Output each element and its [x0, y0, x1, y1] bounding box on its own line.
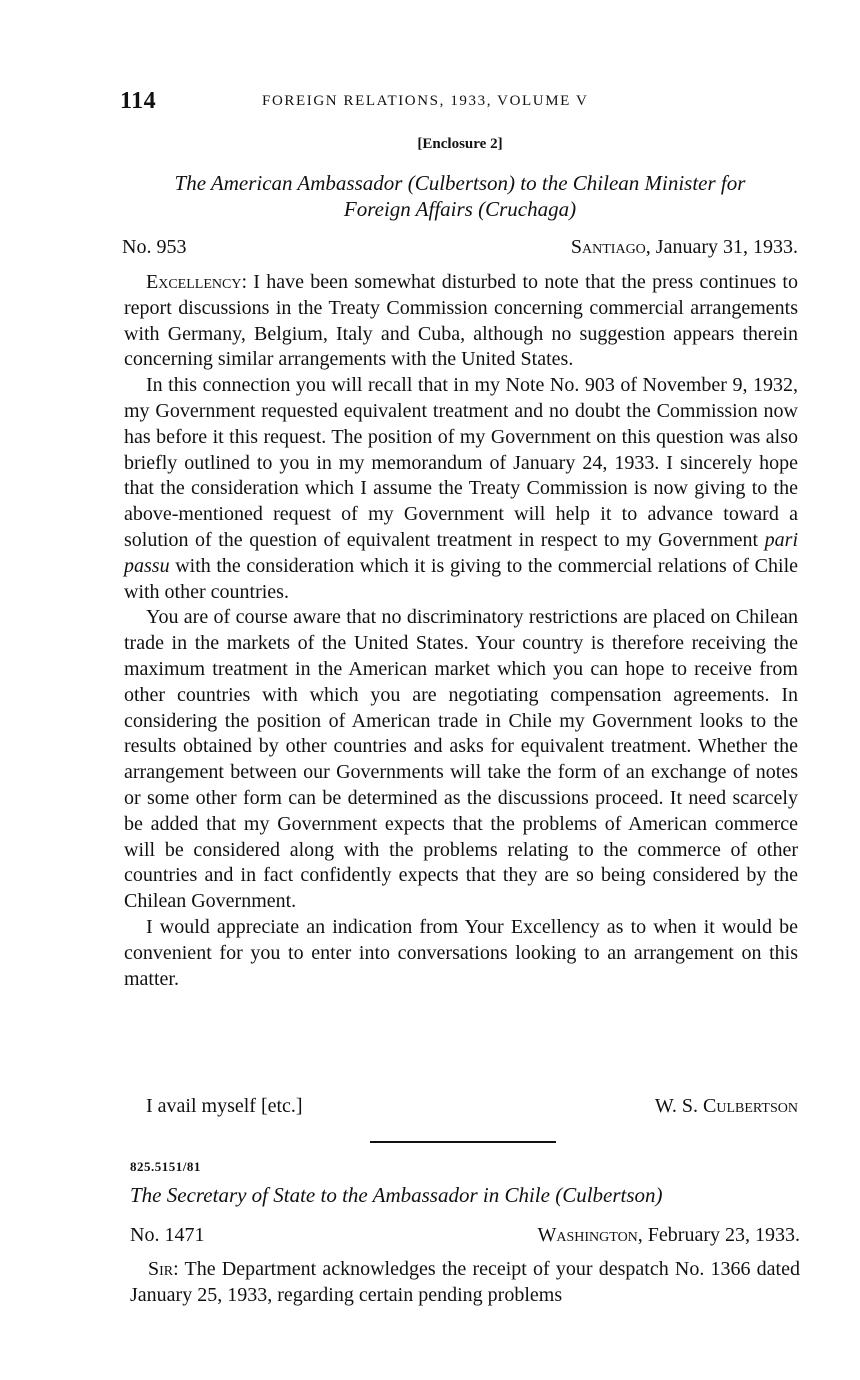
- letter2-body: [130, 1256, 800, 1308]
- letter2-place-date: [538, 1224, 801, 1247]
- title-text: The American Ambassador (: [174, 171, 415, 195]
- paragraph-text: : I have been somewhat disturbed to note that the press continues to report discussions in the Treaty Commission concerning commercial arrangements with Germany, Belgium, Italy and Cuba, although no suggestion appears therein concerning similar arrangements with the United States.: [124, 271, 798, 371]
- title-name: Culbertson: [414, 171, 509, 195]
- title-text: ) to the Chilean Minister for: [508, 171, 746, 195]
- letter1-dateline: [122, 236, 798, 259]
- letter1-title: [120, 170, 800, 222]
- date: , February 23, 1933.: [637, 1224, 800, 1246]
- enclosure-label: [Enclosure 2]: [417, 136, 503, 152]
- place: Washington: [537, 1224, 638, 1246]
- closing-text: I avail myself [etc.]: [146, 1095, 303, 1117]
- title-text: ): [655, 1183, 663, 1207]
- title-name: Culbertson: [562, 1183, 656, 1207]
- page-number: 114: [120, 88, 157, 114]
- paragraph-text: : The Department acknowledges the receipt of your despatch No. 1366 dated January 25, 1933, regarding certain pending problems: [130, 1258, 800, 1306]
- letter1-place-date: [571, 236, 798, 259]
- salutation: Excellency: [146, 271, 242, 293]
- letter1-number: No. 953: [122, 236, 187, 258]
- letter1-closing: [146, 1095, 798, 1118]
- title-name: Cruchaga: [485, 197, 570, 221]
- place: Santiago: [570, 236, 646, 258]
- letter2-title: [130, 1182, 790, 1208]
- paragraph: [124, 270, 798, 373]
- paragraph-text: In this connection you will recall that in my Note No. 903 of November 9, 1932, my Government requested equivalent treatment and no doubt the Commission now has before it this request. The position of my Government on this question was also briefly outlined to you in my memorandum of January 24, 1933. I sincerely hope that the consideration which I assume the Treaty Commission is now giving to the above-mentioned request of my Government will help it to advance toward a solution of the question of equivalent treatment in respect to my Government: [124, 374, 798, 551]
- title-text: The Secretary of State to the Ambassador in Chile (: [130, 1183, 563, 1207]
- title-text: ): [569, 197, 577, 221]
- date: , January 31, 1933.: [645, 236, 798, 258]
- signature: W. S. Culbertson: [654, 1095, 798, 1117]
- paragraph: [124, 373, 798, 605]
- paragraph-text: with the consideration which it is giving to the commercial relations of Chile with other countries.: [124, 554, 798, 603]
- letter2-dateline: [130, 1224, 800, 1247]
- letter1-body: [124, 270, 798, 992]
- page-header: [120, 88, 800, 118]
- paragraph: You are of course aware that no discriminatory restrictions are placed on Chilean trade in the markets of the United States. Your country is therefore receiving the maximum treatment in the American market which you can hope to receive from other countries with which you are negotiating compensation agreements. In considering the position of American trade in Chile my Government looks to the results obtained by other countries and asks for equivalent treatment. Whether the arrangement between our Governments will take the form of an exchange of notes or some other form can be determined as the discussions proceed. It need scarcely be added that my Government expects that the problems of American commerce will be considered along with the problems relating to the commerce of other countries and in fact confidently expects that they are so being considered by the Chilean Government.: [124, 606, 798, 913]
- italic-phrase: pari passu: [124, 528, 798, 577]
- salutation: Sir: [148, 1258, 174, 1280]
- letter2-number: No. 1471: [130, 1224, 205, 1246]
- file-reference: 825.5151/81: [130, 1159, 201, 1174]
- title-text: Foreign Affairs (: [343, 197, 486, 221]
- section-divider: [370, 1141, 556, 1143]
- paragraph: I would appreciate an indication from Your Excellency as to when it would be convenient for you to enter into conversations looking to an arrangement on this matter.: [124, 915, 798, 990]
- paragraph: [130, 1256, 800, 1308]
- running-head: FOREIGN RELATIONS, 1933, VOLUME V: [262, 93, 589, 109]
